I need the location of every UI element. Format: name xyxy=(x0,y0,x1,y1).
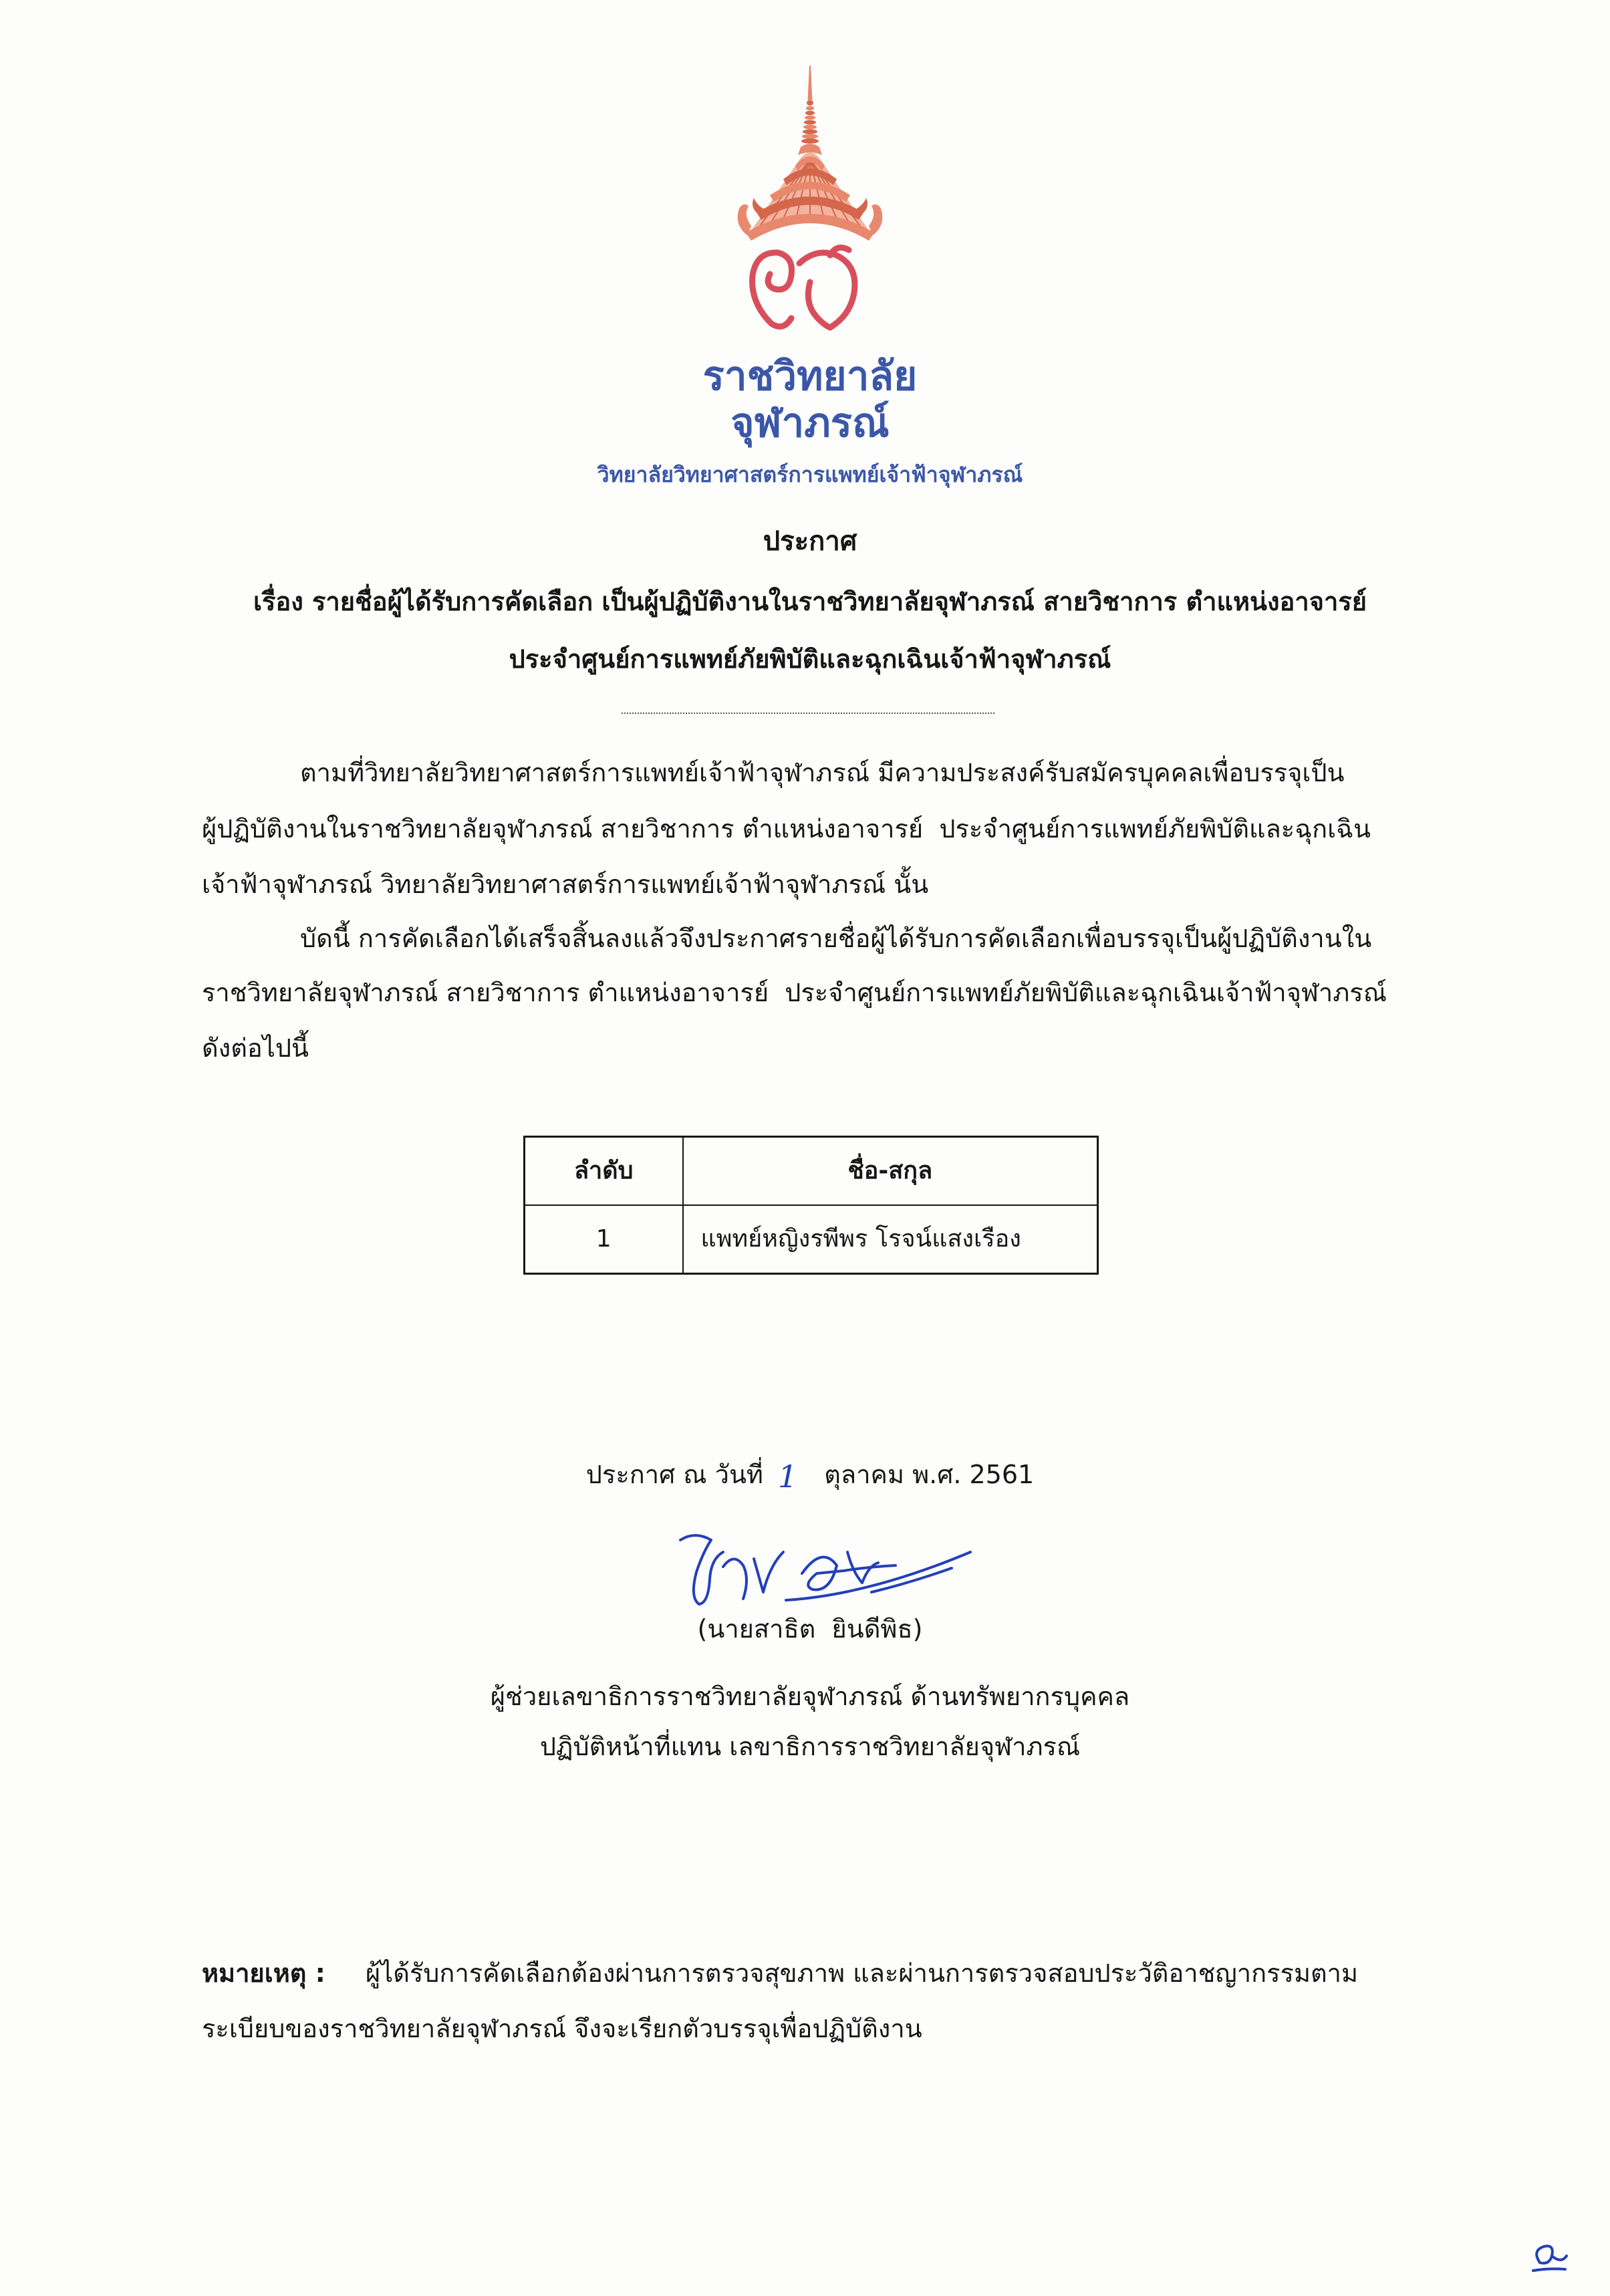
paragraph2-line1: บัดนี้ การคัดเลือกได้เสร็จสิ้นลงแล้วจึงประกาศรายชื่อผู้ได้รับการคัดเลือกเพื่อบรรจุเป็นผู้ปฏิบัติงานใน xyxy=(300,924,1372,953)
dotted-separator xyxy=(622,713,994,714)
announcement-date xyxy=(202,1454,1418,1497)
table-header-row xyxy=(525,1137,1098,1206)
column-header-name: ชื่อ-สกุล xyxy=(683,1137,1098,1206)
column-header-order: ลำดับ xyxy=(525,1137,683,1206)
note-text-line1: ผู้ได้รับการคัดเลือกต้องผ่านการตรวจสุขภาพ และผ่านการตรวจสอบประวัติอาชญากรรมตาม xyxy=(365,1958,1359,1988)
signatory-position-line1: ผู้ช่วยเลขาธิการราชวิทยาลัยจุฬาภรณ์ ด้านทรัพยากรบุคคล xyxy=(490,1682,1130,1711)
crown-tiers xyxy=(738,152,883,241)
name-cell: แพทย์หญิงรพีพร โรจน์แสงเรือง xyxy=(683,1205,1098,1274)
paragraph1-line2: ผู้ปฏิบัติงานในราชวิทยาลัยจุฬาภรณ์ สายวิชาการ ตำแหน่งอาจารย์ ประจำศูนย์การแพทย์ภัยพิบัติและฉุกเฉิน xyxy=(202,814,1371,844)
monogram xyxy=(753,247,855,328)
org-name-line1: ราชวิทยาลัย xyxy=(702,353,918,400)
date-prefix: ประกาศ ณ วันที่ xyxy=(585,1460,763,1489)
paragraph1-line3: เจ้าฟ้าจุฬาภรณ์ วิทยาลัยวิทยาศาสตร์การแพทย์เจ้าฟ้าจุฬาภรณ์ นั้น xyxy=(202,870,929,899)
college-name: วิทยาลัยวิทยาศาสตร์การแพทย์เจ้าฟ้าจุฬาภรณ์ xyxy=(597,462,1023,487)
paragraph2-line3: ดังต่อไปนี้ xyxy=(202,1033,309,1063)
handwritten-page-mark xyxy=(1525,2236,1572,2277)
handwritten-signature xyxy=(668,1525,976,1612)
paragraph1-line1: ตามที่วิทยาลัยวิทยาศาสตร์การแพทย์เจ้าฟ้าจุฬาภรณ์ มีความประสงค์รับสมัครบุคคลเพื่อบรรจุเป็น xyxy=(300,758,1345,787)
note-line2: ระเบียบของราชวิทยาลัยจุฬาภรณ์ จึงจะเรียกตัวบรรจุเพื่อปฏิบัติงาน xyxy=(202,2014,922,2043)
signatory-name: (นายสาธิต ยินดีพิธ) xyxy=(697,1614,923,1644)
signatory-position-line2: ปฏิบัติหน้าที่แทน เลขาธิการราชวิทยาลัยจุฬาภรณ์ xyxy=(539,1732,1081,1761)
paragraph2-line2: ราชวิทยาลัยจุฬาภรณ์ สายวิชาการ ตำแหน่งอาจารย์ ประจำศูนย์การแพทย์ภัยพิบัติและฉุกเฉินเจ้าฟ้าจุฬาภรณ์ xyxy=(202,978,1387,1007)
date-suffix: ตุลาคม พ.ศ. 2561 xyxy=(824,1460,1035,1489)
selected-candidates-table xyxy=(523,1136,1099,1275)
note-line1 xyxy=(202,1954,1418,1992)
subject-line-1: เรื่อง รายชื่อผู้ได้รับการคัดเลือก เป็นผู้ปฏิบัติงานในราชวิทยาลัยจุฬาภรณ์ สายวิชาการ ตำแหน่งอาจารย์ xyxy=(253,587,1367,616)
spire-finial xyxy=(798,66,822,155)
chulabhorn-crest-logo xyxy=(730,61,890,342)
org-name-line2: จุฬาภรณ์ xyxy=(730,400,890,447)
subject-line-2: ประจำศูนย์การแพทย์ภัยพิบัติและฉุกเฉินเจ้าฟ้าจุฬาภรณ์ xyxy=(509,644,1111,674)
order-cell: 1 xyxy=(525,1205,683,1274)
handwritten-day: 1 xyxy=(777,1458,798,1495)
table-row xyxy=(525,1205,1098,1274)
announcement-heading: ประกาศ xyxy=(763,526,857,557)
note-label: หมายเหตุ : xyxy=(202,1958,325,1988)
